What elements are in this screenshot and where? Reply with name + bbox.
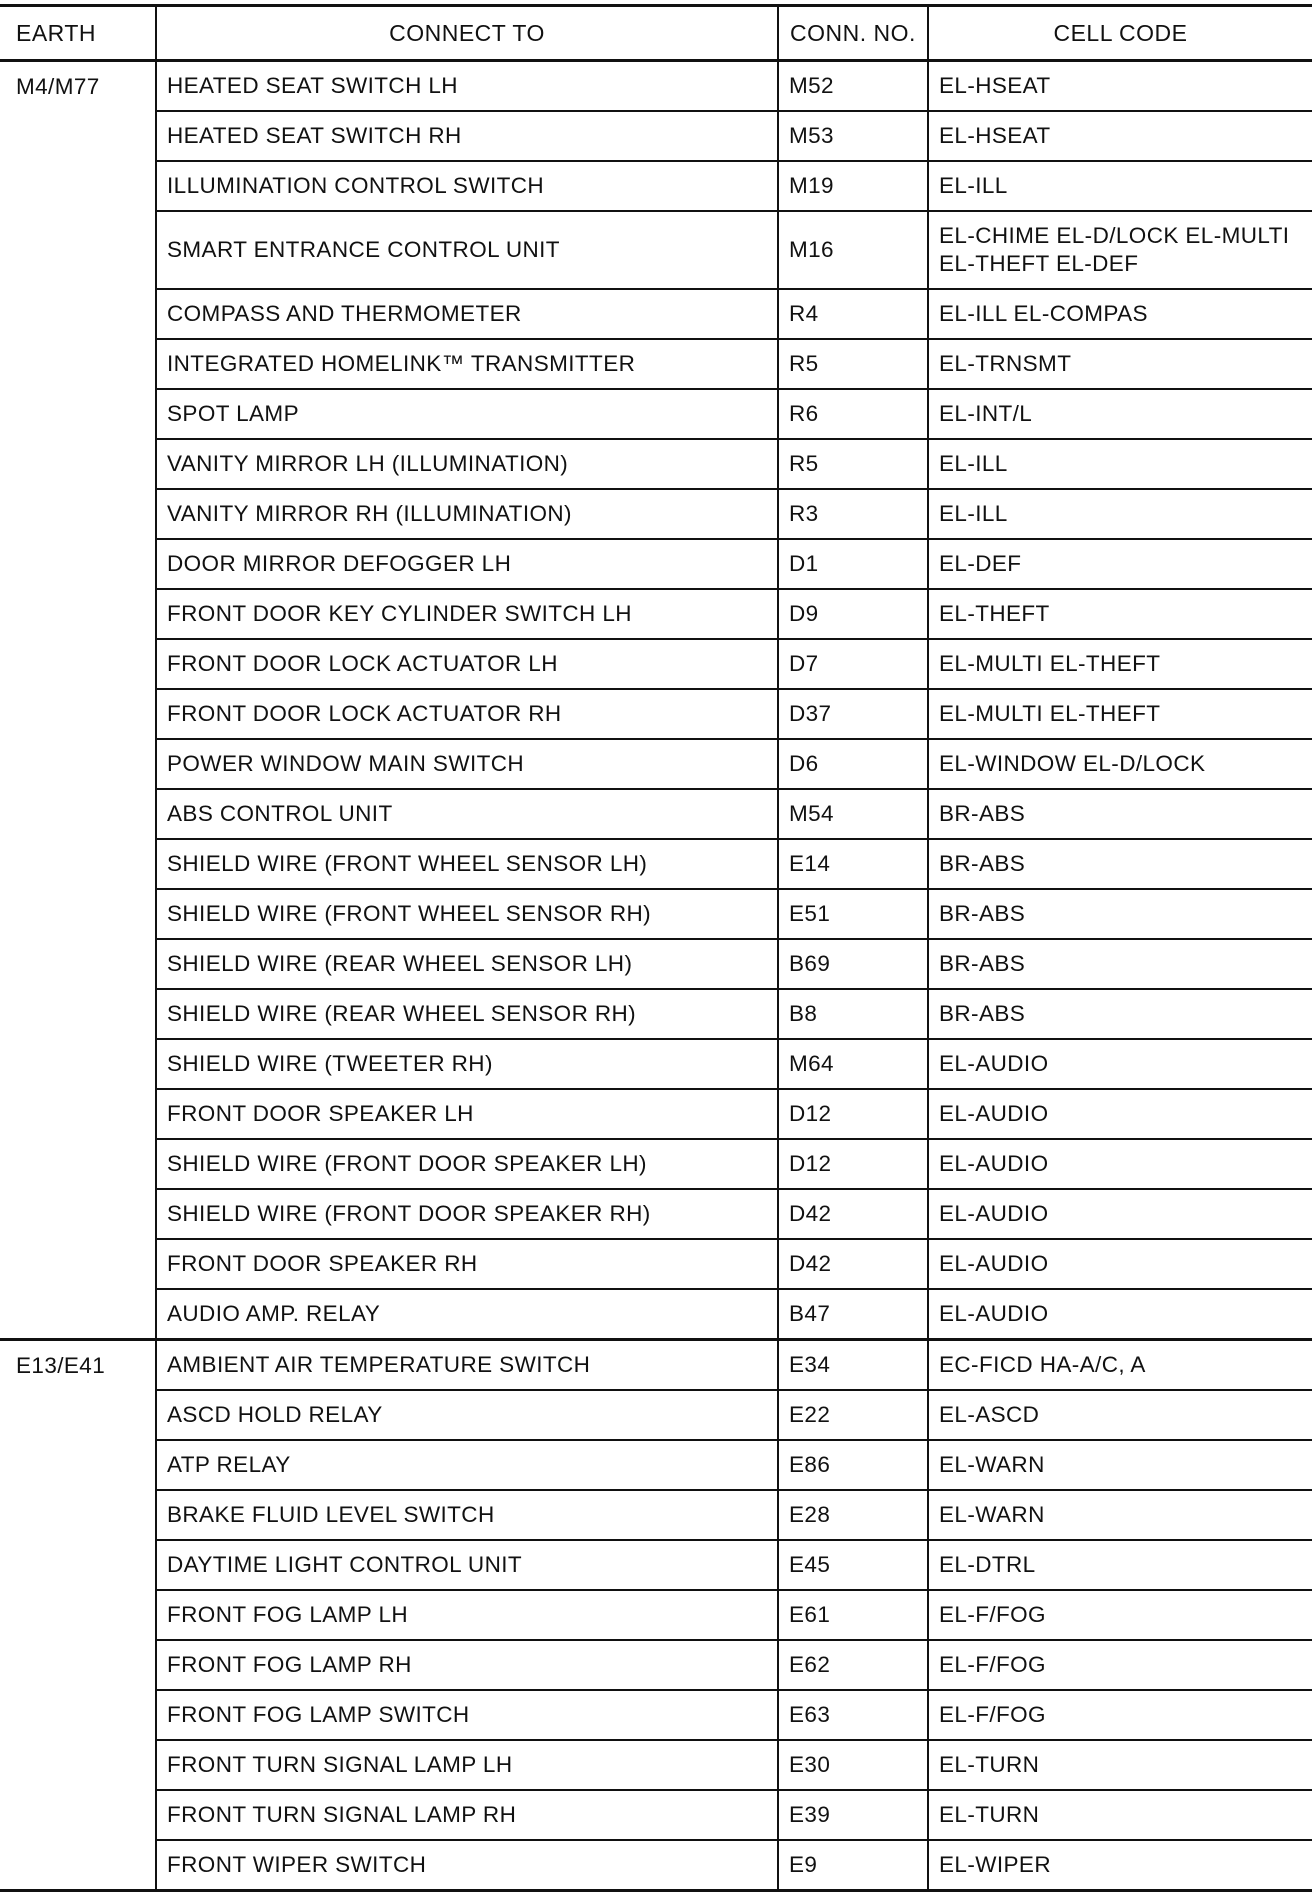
connector-number-cell: M52 bbox=[778, 61, 928, 112]
table-row bbox=[0, 1139, 1312, 1189]
cell-code-cell: EL-MULTI EL-THEFT bbox=[928, 689, 1312, 739]
connector-number-cell: E45 bbox=[778, 1540, 928, 1590]
cell-code-cell: BR-ABS bbox=[928, 989, 1312, 1039]
connector-number-cell: D37 bbox=[778, 689, 928, 739]
connector-number-cell: M64 bbox=[778, 1039, 928, 1089]
table-header bbox=[0, 6, 1312, 61]
cell-code-cell: BR-ABS bbox=[928, 939, 1312, 989]
connector-number-cell: E63 bbox=[778, 1690, 928, 1740]
table-row bbox=[0, 1840, 1312, 1891]
connect-to-cell: VANITY MIRROR RH (ILLUMINATION) bbox=[156, 489, 778, 539]
connect-to-cell: ABS CONTROL UNIT bbox=[156, 789, 778, 839]
table-row bbox=[0, 211, 1312, 289]
connect-to-cell: DOOR MIRROR DEFOGGER LH bbox=[156, 539, 778, 589]
connect-to-cell: AUDIO AMP. RELAY bbox=[156, 1289, 778, 1340]
table-row bbox=[0, 1289, 1312, 1340]
cell-code-cell: BR-ABS bbox=[928, 789, 1312, 839]
table-row bbox=[0, 1790, 1312, 1840]
cell-code-cell: EL-TURN bbox=[928, 1790, 1312, 1840]
header-conn-no: CONN. NO. bbox=[778, 6, 928, 61]
table-row bbox=[0, 289, 1312, 339]
cell-code-cell: EL-TURN bbox=[928, 1740, 1312, 1790]
connect-to-cell: ATP RELAY bbox=[156, 1440, 778, 1490]
table-row bbox=[0, 1340, 1312, 1391]
table-row bbox=[0, 1440, 1312, 1490]
connect-to-cell: FRONT FOG LAMP SWITCH bbox=[156, 1690, 778, 1740]
connector-number-cell: E34 bbox=[778, 1340, 928, 1391]
cell-code-cell: EL-WARN bbox=[928, 1440, 1312, 1490]
earth-point-sheet bbox=[0, 4, 1312, 1892]
table-row bbox=[0, 339, 1312, 389]
cell-code-cell: EL-ILL bbox=[928, 161, 1312, 211]
connector-number-cell: M54 bbox=[778, 789, 928, 839]
cell-code-cell: EL-F/FOG bbox=[928, 1640, 1312, 1690]
cell-code-cell: EL-AUDIO bbox=[928, 1289, 1312, 1340]
cell-code-cell: EL-ILL bbox=[928, 439, 1312, 489]
connect-to-cell: FRONT FOG LAMP RH bbox=[156, 1640, 778, 1690]
connect-to-cell: FRONT TURN SIGNAL LAMP LH bbox=[156, 1740, 778, 1790]
table-row bbox=[0, 61, 1312, 112]
cell-code-cell: EL-ILL EL-COMPAS bbox=[928, 289, 1312, 339]
connector-number-cell: D6 bbox=[778, 739, 928, 789]
table-row bbox=[0, 1690, 1312, 1740]
table-row bbox=[0, 989, 1312, 1039]
connector-number-cell: E62 bbox=[778, 1640, 928, 1690]
cell-code-cell: EL-WARN bbox=[928, 1490, 1312, 1540]
connector-number-cell: M16 bbox=[778, 211, 928, 289]
connect-to-cell: SHIELD WIRE (FRONT WHEEL SENSOR LH) bbox=[156, 839, 778, 889]
header-connect-to: CONNECT TO bbox=[156, 6, 778, 61]
cell-code-cell: EL-DEF bbox=[928, 539, 1312, 589]
cell-code-cell: EL-HSEAT bbox=[928, 111, 1312, 161]
cell-code-cell: EL-WINDOW EL-D/LOCK bbox=[928, 739, 1312, 789]
connector-number-cell: B69 bbox=[778, 939, 928, 989]
connector-number-cell: R5 bbox=[778, 439, 928, 489]
earth-point-cell: M4/M77 bbox=[0, 61, 156, 1340]
connector-number-cell: E9 bbox=[778, 1840, 928, 1891]
connector-number-cell: E39 bbox=[778, 1790, 928, 1840]
earth-point-cell: E13/E41 bbox=[0, 1340, 156, 1891]
cell-code-cell: EL-MULTI EL-THEFT bbox=[928, 639, 1312, 689]
cell-code-cell: EL-WIPER bbox=[928, 1840, 1312, 1891]
table-row bbox=[0, 1390, 1312, 1440]
connector-number-cell: D7 bbox=[778, 639, 928, 689]
cell-code-cell: EL-AUDIO bbox=[928, 1089, 1312, 1139]
table-row bbox=[0, 889, 1312, 939]
table-row bbox=[0, 161, 1312, 211]
table-row bbox=[0, 1239, 1312, 1289]
cell-code-cell: EL-AUDIO bbox=[928, 1039, 1312, 1089]
connector-number-cell: E28 bbox=[778, 1490, 928, 1540]
connector-number-cell: E14 bbox=[778, 839, 928, 889]
connect-to-cell: SHIELD WIRE (REAR WHEEL SENSOR RH) bbox=[156, 989, 778, 1039]
connect-to-cell: DAYTIME LIGHT CONTROL UNIT bbox=[156, 1540, 778, 1590]
table-row bbox=[0, 1189, 1312, 1239]
cell-code-cell: EL-CHIME EL-D/LOCK EL-MULTI EL-THEFT EL-DEF bbox=[928, 211, 1312, 289]
table-row bbox=[0, 489, 1312, 539]
table-row bbox=[0, 1590, 1312, 1640]
connector-number-cell: R3 bbox=[778, 489, 928, 539]
connect-to-cell: VANITY MIRROR LH (ILLUMINATION) bbox=[156, 439, 778, 489]
connect-to-cell: POWER WINDOW MAIN SWITCH bbox=[156, 739, 778, 789]
table-row bbox=[0, 1039, 1312, 1089]
connect-to-cell: ILLUMINATION CONTROL SWITCH bbox=[156, 161, 778, 211]
connect-to-cell: COMPASS AND THERMOMETER bbox=[156, 289, 778, 339]
header-row bbox=[0, 6, 1312, 61]
earth-connection-table bbox=[0, 4, 1312, 1892]
connect-to-cell: FRONT TURN SIGNAL LAMP RH bbox=[156, 1790, 778, 1840]
table-row bbox=[0, 389, 1312, 439]
table-row bbox=[0, 639, 1312, 689]
connect-to-cell: SHIELD WIRE (FRONT DOOR SPEAKER LH) bbox=[156, 1139, 778, 1189]
connect-to-cell: ASCD HOLD RELAY bbox=[156, 1390, 778, 1440]
cell-code-cell: EL-AUDIO bbox=[928, 1139, 1312, 1189]
table-row bbox=[0, 1540, 1312, 1590]
connect-to-cell: FRONT WIPER SWITCH bbox=[156, 1840, 778, 1891]
table-row bbox=[0, 439, 1312, 489]
connector-number-cell: E86 bbox=[778, 1440, 928, 1490]
cell-code-cell: EL-F/FOG bbox=[928, 1690, 1312, 1740]
connector-number-cell: D12 bbox=[778, 1089, 928, 1139]
cell-code-cell: EL-ASCD bbox=[928, 1390, 1312, 1440]
connect-to-cell: FRONT DOOR SPEAKER RH bbox=[156, 1239, 778, 1289]
table-row bbox=[0, 111, 1312, 161]
connect-to-cell: SHIELD WIRE (TWEETER RH) bbox=[156, 1039, 778, 1089]
connector-number-cell: D42 bbox=[778, 1189, 928, 1239]
connector-number-cell: D12 bbox=[778, 1139, 928, 1189]
connect-to-cell: SHIELD WIRE (REAR WHEEL SENSOR LH) bbox=[156, 939, 778, 989]
table-body bbox=[0, 61, 1312, 1891]
cell-code-cell: EL-AUDIO bbox=[928, 1239, 1312, 1289]
cell-code-cell: BR-ABS bbox=[928, 839, 1312, 889]
table-row bbox=[0, 1089, 1312, 1139]
table-row bbox=[0, 1490, 1312, 1540]
table-row bbox=[0, 839, 1312, 889]
table-row bbox=[0, 789, 1312, 839]
table-row bbox=[0, 739, 1312, 789]
connect-to-cell: SHIELD WIRE (FRONT DOOR SPEAKER RH) bbox=[156, 1189, 778, 1239]
connect-to-cell: HEATED SEAT SWITCH RH bbox=[156, 111, 778, 161]
table-row bbox=[0, 1740, 1312, 1790]
connector-number-cell: R6 bbox=[778, 389, 928, 439]
cell-code-cell: EL-DTRL bbox=[928, 1540, 1312, 1590]
connect-to-cell: AMBIENT AIR TEMPERATURE SWITCH bbox=[156, 1340, 778, 1391]
table-row bbox=[0, 589, 1312, 639]
cell-code-cell: EL-HSEAT bbox=[928, 61, 1312, 112]
table-row bbox=[0, 539, 1312, 589]
connector-number-cell: M19 bbox=[778, 161, 928, 211]
cell-code-cell: EL-THEFT bbox=[928, 589, 1312, 639]
cell-code-cell: EL-TRNSMT bbox=[928, 339, 1312, 389]
connect-to-cell: FRONT DOOR LOCK ACTUATOR LH bbox=[156, 639, 778, 689]
connect-to-cell: FRONT DOOR SPEAKER LH bbox=[156, 1089, 778, 1139]
header-earth: EARTH bbox=[0, 6, 156, 61]
connector-number-cell: E22 bbox=[778, 1390, 928, 1440]
cell-code-cell: EL-ILL bbox=[928, 489, 1312, 539]
connector-number-cell: M53 bbox=[778, 111, 928, 161]
connect-to-cell: SPOT LAMP bbox=[156, 389, 778, 439]
table-row bbox=[0, 689, 1312, 739]
connect-to-cell: FRONT DOOR KEY CYLINDER SWITCH LH bbox=[156, 589, 778, 639]
table-row bbox=[0, 1640, 1312, 1690]
connector-number-cell: B8 bbox=[778, 989, 928, 1039]
connector-number-cell: E30 bbox=[778, 1740, 928, 1790]
connector-number-cell: E51 bbox=[778, 889, 928, 939]
connect-to-cell: FRONT DOOR LOCK ACTUATOR RH bbox=[156, 689, 778, 739]
connect-to-cell: SHIELD WIRE (FRONT WHEEL SENSOR RH) bbox=[156, 889, 778, 939]
connect-to-cell: BRAKE FLUID LEVEL SWITCH bbox=[156, 1490, 778, 1540]
connector-number-cell: R4 bbox=[778, 289, 928, 339]
cell-code-cell: BR-ABS bbox=[928, 889, 1312, 939]
connect-to-cell: FRONT FOG LAMP LH bbox=[156, 1590, 778, 1640]
table-row bbox=[0, 939, 1312, 989]
connector-number-cell: B47 bbox=[778, 1289, 928, 1340]
cell-code-cell: EL-INT/L bbox=[928, 389, 1312, 439]
connector-number-cell: D1 bbox=[778, 539, 928, 589]
cell-code-cell: EC-FICD HA-A/C, A bbox=[928, 1340, 1312, 1391]
cell-code-cell: EL-AUDIO bbox=[928, 1189, 1312, 1239]
header-cell-code: CELL CODE bbox=[928, 6, 1312, 61]
connector-number-cell: D42 bbox=[778, 1239, 928, 1289]
cell-code-cell: EL-F/FOG bbox=[928, 1590, 1312, 1640]
connector-number-cell: E61 bbox=[778, 1590, 928, 1640]
connector-number-cell: D9 bbox=[778, 589, 928, 639]
connect-to-cell: HEATED SEAT SWITCH LH bbox=[156, 61, 778, 112]
connect-to-cell: INTEGRATED HOMELINK™ TRANSMITTER bbox=[156, 339, 778, 389]
connector-number-cell: R5 bbox=[778, 339, 928, 389]
connect-to-cell: SMART ENTRANCE CONTROL UNIT bbox=[156, 211, 778, 289]
